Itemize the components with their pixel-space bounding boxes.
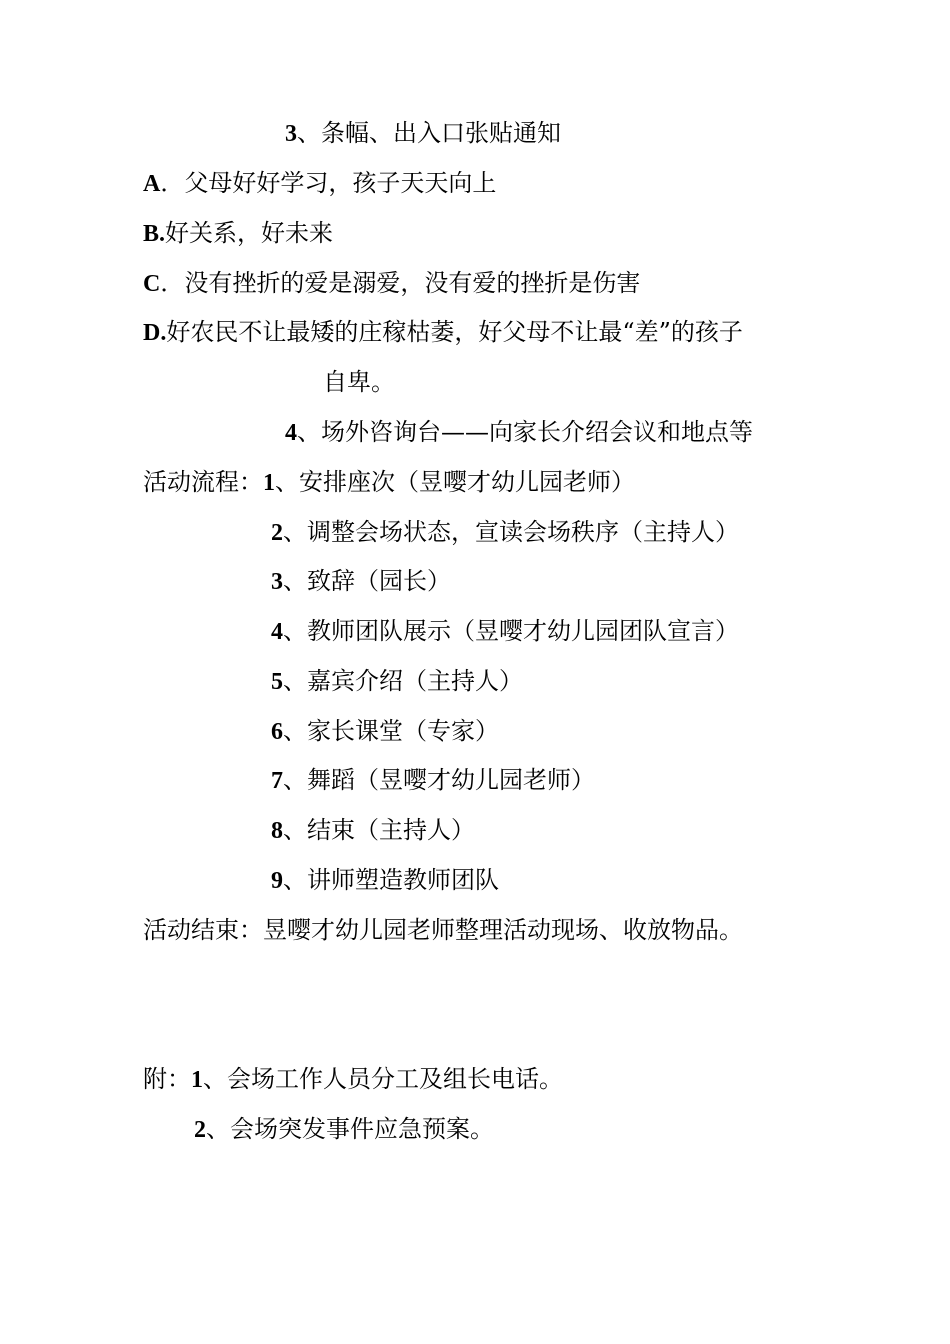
process-step-number: 7 bbox=[271, 768, 283, 794]
process-step-text: 、舞蹈（昱嘤才幼儿园老师） bbox=[283, 766, 595, 794]
process-step-2 bbox=[271, 517, 739, 548]
process-step-number: 2 bbox=[271, 520, 283, 546]
process-step-number: 1 bbox=[263, 470, 275, 496]
appendix-item-text: 、会场工作人员分工及组长电话。 bbox=[203, 1065, 563, 1093]
notice-item-c bbox=[143, 268, 640, 299]
process-step-number: 3 bbox=[271, 569, 283, 595]
process-step-text: 、嘉宾介绍（主持人） bbox=[283, 667, 523, 695]
notice-item-a bbox=[143, 168, 496, 199]
process-step-7 bbox=[271, 765, 595, 796]
notice-item-d bbox=[143, 317, 743, 348]
activity-ending: 活动结束：昱嘤才幼儿园老师整理活动现场、收放物品。 bbox=[143, 916, 743, 944]
notice-item-label: B. bbox=[143, 221, 166, 247]
process-step-number: 6 bbox=[271, 719, 283, 745]
appendix-item-number: 1 bbox=[191, 1067, 203, 1093]
notice-item-label: A bbox=[143, 171, 161, 197]
notice-item-text: ．父母好好学习，孩子天天向上 bbox=[160, 169, 497, 197]
consult-number: 4 bbox=[285, 420, 297, 446]
process-step-text: 、教师团队展示（昱嘤才幼儿园团队宣言） bbox=[283, 617, 739, 645]
notices-heading-text: 、条幅、出入口张贴通知 bbox=[297, 119, 561, 147]
appendix-item-number: 2 bbox=[194, 1117, 206, 1143]
process-step-number: 8 bbox=[271, 818, 283, 844]
notice-item-d-continuation: 自卑。 bbox=[323, 368, 395, 396]
appendix-item-1 bbox=[143, 1064, 563, 1095]
process-step-text: 、家长课堂（专家） bbox=[283, 717, 499, 745]
notices-heading bbox=[285, 118, 561, 149]
consult-text: 、场外咨询台——向家长介绍会议和地点等 bbox=[297, 418, 753, 446]
process-step-text: 、讲师塑造教师团队 bbox=[283, 866, 499, 894]
process-step-text: 、结束（主持人） bbox=[283, 816, 475, 844]
notice-item-label: D. bbox=[143, 320, 167, 346]
notice-item-text: 好关系，好未来 bbox=[165, 219, 334, 247]
process-step-number: 5 bbox=[271, 669, 283, 695]
appendix-item-text: 、会场突发事件应急预案。 bbox=[206, 1115, 494, 1143]
notice-item-text: ．没有挫折的爱是溺爱，没有爱的挫折是伤害 bbox=[160, 269, 641, 297]
process-step-4 bbox=[271, 616, 739, 647]
notices-heading-number: 3 bbox=[285, 121, 297, 147]
process-step-1 bbox=[143, 467, 635, 498]
process-step-3 bbox=[271, 566, 451, 597]
notice-item-label: C bbox=[143, 271, 161, 297]
process-step-9 bbox=[271, 865, 499, 896]
process-step-text: 、致辞（园长） bbox=[283, 567, 451, 595]
appendix-item-2 bbox=[194, 1114, 494, 1145]
process-step-text: 、调整会场状态，宣读会场秩序（主持人） bbox=[283, 518, 739, 546]
consult-desk-line bbox=[285, 417, 753, 448]
appendix-label: 附： bbox=[143, 1065, 191, 1093]
process-step-6 bbox=[271, 716, 499, 747]
process-step-number: 4 bbox=[271, 619, 283, 645]
process-step-5 bbox=[271, 666, 523, 697]
process-label: 活动流程： bbox=[143, 468, 263, 496]
notice-item-b bbox=[143, 218, 333, 249]
process-step-8 bbox=[271, 815, 475, 846]
process-step-text: 、安排座次（昱嘤才幼儿园老师） bbox=[275, 468, 635, 496]
process-step-number: 9 bbox=[271, 868, 283, 894]
notice-item-text: 好农民不让最矮的庄稼枯萎，好父母不让最“差”的孩子 bbox=[166, 318, 743, 346]
